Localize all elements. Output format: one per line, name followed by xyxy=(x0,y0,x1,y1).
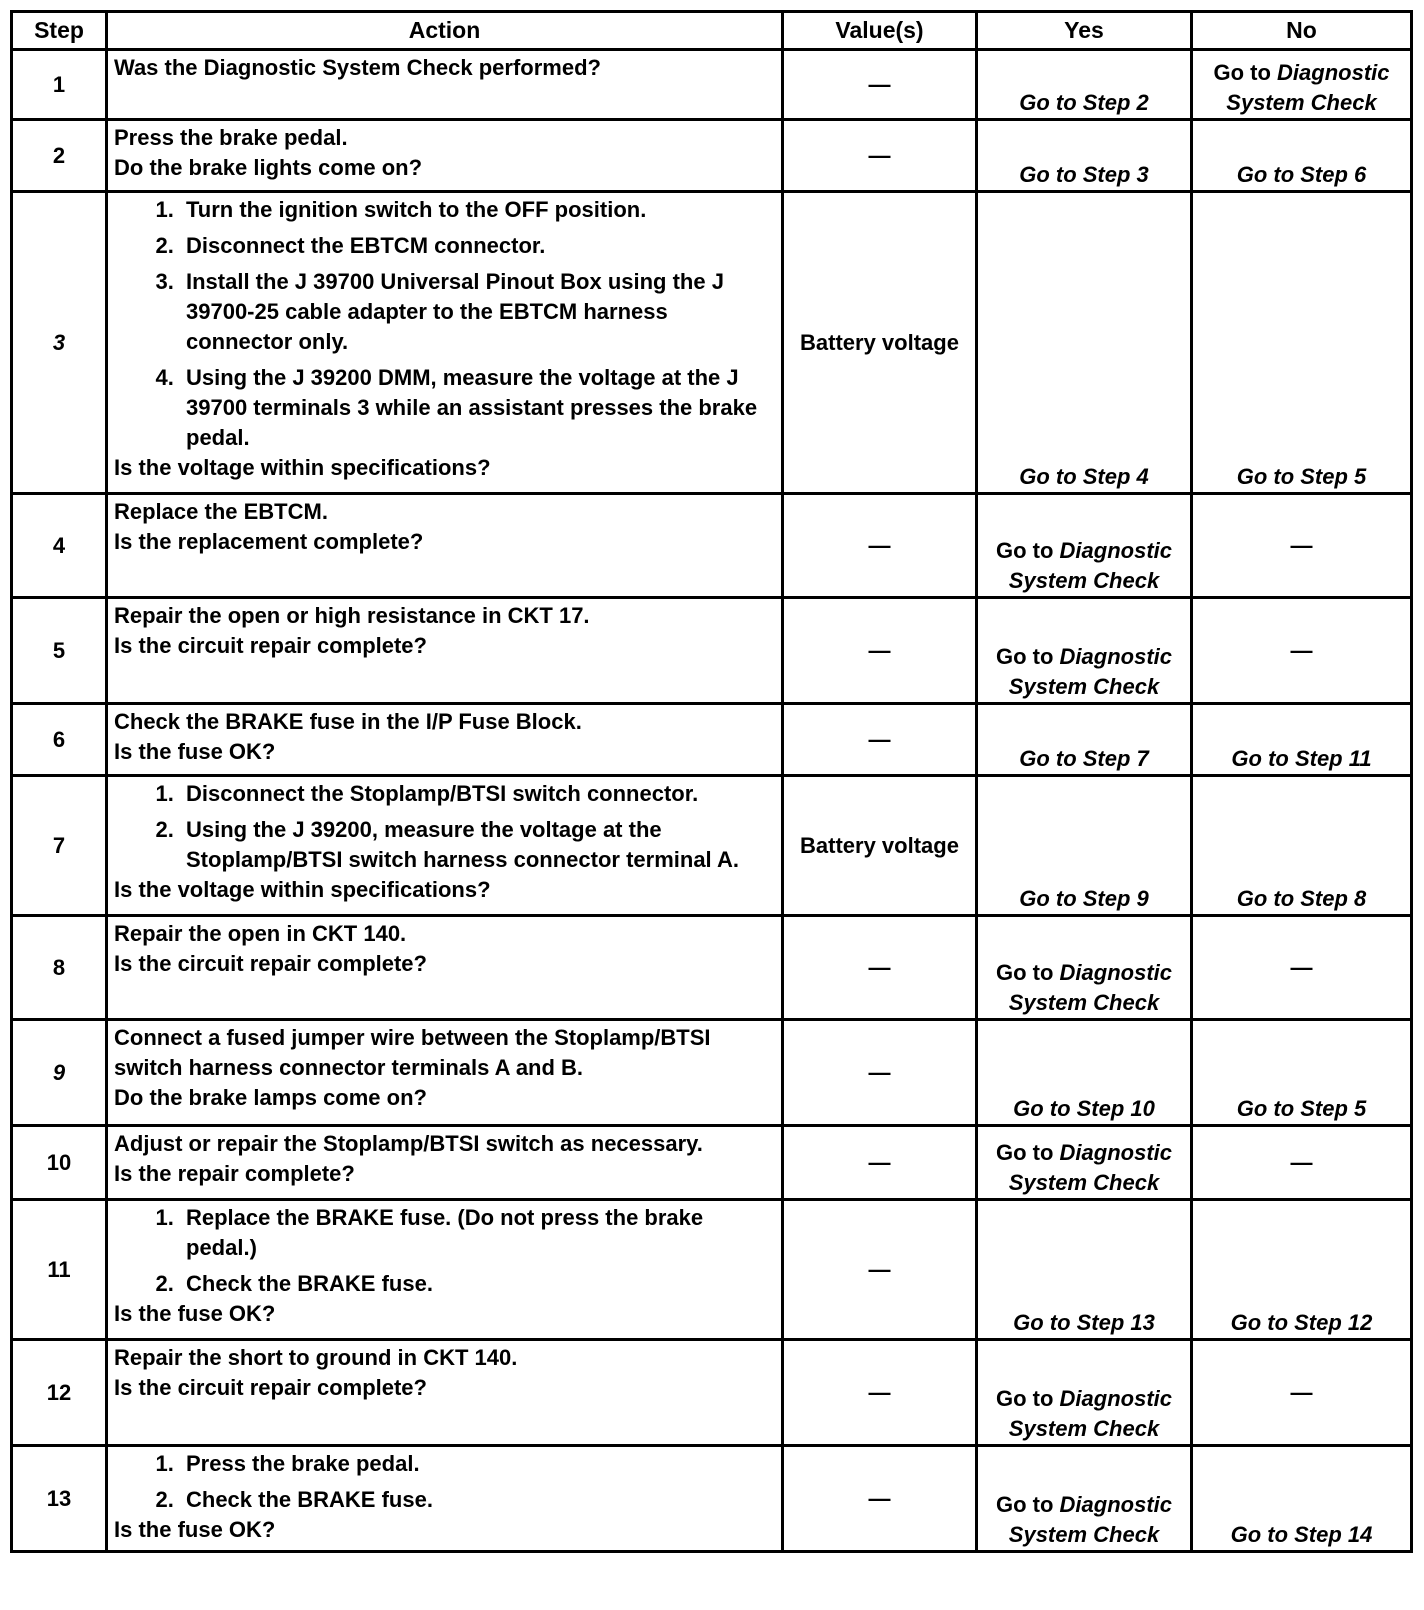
value-cell: — xyxy=(783,120,977,192)
yes-goto-link: Diagnostic System Check xyxy=(1008,1386,1173,1441)
header-values: Value(s) xyxy=(783,12,977,50)
action-intro: Adjust or repair the Stoplamp/BTSI switch as necessary. xyxy=(114,1131,703,1156)
no-cell xyxy=(1192,50,1412,120)
action-list-item: 3. Install the J 39700 Universal Pinout Box using the J 39700-25 cable adapter to the EBTCM harness connector only. xyxy=(180,267,773,357)
yes-goto-prefix: Go to xyxy=(995,644,1054,669)
yes-cell xyxy=(977,1126,1192,1200)
yes-goto-link: Diagnostic System Check xyxy=(1008,644,1173,699)
table-row xyxy=(12,1200,1412,1340)
action-list-item: 2. Using the J 39200, measure the voltage at the Stoplamp/BTSI switch harness connector terminal A. xyxy=(180,815,773,875)
action-question: Is the voltage within specifications? xyxy=(114,877,491,902)
action-list-item: 2. Check the BRAKE fuse. xyxy=(180,1485,773,1515)
step-number: 10 xyxy=(12,1126,107,1200)
table-row xyxy=(12,1020,1412,1126)
action-intro: Connect a fused jumper wire between the Stoplamp/BTSI switch harness connector terminals A and B. xyxy=(114,1025,711,1080)
action-question: Was the Diagnostic System Check performed? xyxy=(114,55,601,80)
value-cell: — xyxy=(783,598,977,704)
step-number: 9 xyxy=(12,1020,107,1126)
no-goto: Go to Step 8 xyxy=(1236,886,1367,911)
table-row xyxy=(12,120,1412,192)
table-row xyxy=(12,704,1412,776)
table-row xyxy=(12,1340,1412,1446)
action-cell xyxy=(107,120,783,192)
yes-cell xyxy=(977,598,1192,704)
header-yes: Yes xyxy=(977,12,1192,50)
yes-goto-link: Diagnostic System Check xyxy=(1008,1140,1173,1195)
yes-goto-prefix: Go to xyxy=(995,538,1054,563)
step-number: 2 xyxy=(12,120,107,192)
diagnostic-table-page xyxy=(10,10,1413,1553)
step-number: 6 xyxy=(12,704,107,776)
no-cell: — xyxy=(1192,1126,1412,1200)
yes-goto-link: Diagnostic System Check xyxy=(1008,1492,1173,1547)
value-cell: — xyxy=(783,1200,977,1340)
action-cell xyxy=(107,494,783,598)
step-number: 4 xyxy=(12,494,107,598)
yes-goto-link: Diagnostic System Check xyxy=(1008,960,1173,1015)
action-intro: Replace the EBTCM. xyxy=(114,499,328,524)
yes-goto: Go to Step 2 xyxy=(1019,90,1149,115)
no-cell xyxy=(1192,1200,1412,1340)
yes-goto-prefix: Go to xyxy=(995,1386,1054,1411)
no-goto-prefix: Go to xyxy=(1213,60,1271,85)
no-cell: — xyxy=(1192,494,1412,598)
yes-cell xyxy=(977,192,1192,494)
action-list-item: 1. Turn the ignition switch to the OFF position. xyxy=(180,195,773,225)
yes-cell xyxy=(977,1020,1192,1126)
action-cell xyxy=(107,598,783,704)
yes-cell xyxy=(977,916,1192,1020)
no-cell xyxy=(1192,1020,1412,1126)
action-question: Is the fuse OK? xyxy=(114,1301,276,1326)
yes-cell xyxy=(977,494,1192,598)
header-step: Step xyxy=(12,12,107,50)
action-list-item: 4. Using the J 39200 DMM, measure the voltage at the J 39700 terminals 3 while an assistant presses the brake pedal. xyxy=(180,363,773,453)
action-intro: Repair the short to ground in CKT 140. xyxy=(114,1345,518,1370)
value-cell: — xyxy=(783,1340,977,1446)
no-cell: — xyxy=(1192,1340,1412,1446)
action-question: Is the circuit repair complete? xyxy=(114,951,427,976)
no-goto: Go to Step 5 xyxy=(1236,464,1367,489)
no-cell: — xyxy=(1192,916,1412,1020)
action-list-item: 2. Check the BRAKE fuse. xyxy=(180,1269,773,1299)
no-goto: Go to Step 12 xyxy=(1230,1310,1373,1335)
yes-goto-prefix: Go to xyxy=(995,1492,1054,1517)
action-cell xyxy=(107,192,783,494)
action-cell xyxy=(107,1200,783,1340)
no-cell: — xyxy=(1192,598,1412,704)
header-row xyxy=(12,12,1412,50)
action-list xyxy=(114,1449,773,1515)
no-goto: Go to Step 5 xyxy=(1236,1096,1367,1121)
value-cell: Battery voltage xyxy=(783,776,977,916)
no-goto: Go to Step 6 xyxy=(1236,162,1367,187)
action-list-item: 1. Disconnect the Stoplamp/BTSI switch connector. xyxy=(180,779,773,809)
yes-cell xyxy=(977,50,1192,120)
yes-cell xyxy=(977,120,1192,192)
step-number: 3 xyxy=(12,192,107,494)
yes-cell xyxy=(977,1200,1192,1340)
action-question: Is the replacement complete? xyxy=(114,529,424,554)
value-cell: — xyxy=(783,1020,977,1126)
table-row xyxy=(12,192,1412,494)
step-number: 7 xyxy=(12,776,107,916)
action-intro: Repair the open in CKT 140. xyxy=(114,921,407,946)
no-cell xyxy=(1192,120,1412,192)
step-number: 11 xyxy=(12,1200,107,1340)
yes-goto-prefix: Go to xyxy=(995,1140,1054,1165)
value-cell: — xyxy=(783,494,977,598)
action-intro: Press the brake pedal. xyxy=(114,125,348,150)
yes-goto: Go to Step 7 xyxy=(1019,746,1149,771)
action-list-item: 2. Disconnect the EBTCM connector. xyxy=(180,231,773,261)
no-goto: Go to Step 11 xyxy=(1231,746,1372,771)
yes-cell xyxy=(977,1340,1192,1446)
action-intro: Repair the open or high resistance in CKT 17. xyxy=(114,603,590,628)
header-action: Action xyxy=(107,12,783,50)
action-list xyxy=(114,779,773,875)
step-number: 8 xyxy=(12,916,107,1020)
action-cell xyxy=(107,1020,783,1126)
no-cell xyxy=(1192,1446,1412,1552)
action-cell xyxy=(107,1126,783,1200)
action-cell xyxy=(107,916,783,1020)
table-row xyxy=(12,776,1412,916)
table-row xyxy=(12,494,1412,598)
yes-cell xyxy=(977,776,1192,916)
action-list-item: 1. Press the brake pedal. xyxy=(180,1449,773,1479)
yes-cell xyxy=(977,1446,1192,1552)
step-number: 12 xyxy=(12,1340,107,1446)
action-cell xyxy=(107,704,783,776)
yes-goto: Go to Step 3 xyxy=(1019,162,1149,187)
table-row xyxy=(12,50,1412,120)
yes-goto-link: Diagnostic System Check xyxy=(1008,538,1173,593)
value-cell: Battery voltage xyxy=(783,192,977,494)
no-cell xyxy=(1192,776,1412,916)
table-row xyxy=(12,598,1412,704)
action-question: Is the fuse OK? xyxy=(114,739,276,764)
yes-goto: Go to Step 10 xyxy=(1013,1096,1155,1121)
diagnostic-table xyxy=(10,10,1413,1553)
action-cell xyxy=(107,50,783,120)
action-cell xyxy=(107,1446,783,1552)
value-cell: — xyxy=(783,916,977,1020)
no-cell xyxy=(1192,704,1412,776)
action-question: Do the brake lights come on? xyxy=(114,155,423,180)
value-cell: — xyxy=(783,1446,977,1552)
action-cell xyxy=(107,776,783,916)
step-number: 13 xyxy=(12,1446,107,1552)
step-number: 5 xyxy=(12,598,107,704)
action-cell xyxy=(107,1340,783,1446)
action-question: Is the fuse OK? xyxy=(114,1517,276,1542)
value-cell: — xyxy=(783,1126,977,1200)
no-cell xyxy=(1192,192,1412,494)
yes-goto: Go to Step 13 xyxy=(1013,1310,1155,1335)
yes-goto: Go to Step 9 xyxy=(1019,886,1149,911)
header-no: No xyxy=(1192,12,1412,50)
action-question: Do the brake lamps come on? xyxy=(114,1085,427,1110)
action-list xyxy=(114,195,773,453)
action-intro: Check the BRAKE fuse in the I/P Fuse Block. xyxy=(114,709,582,734)
step-number: 1 xyxy=(12,50,107,120)
action-question: Is the repair complete? xyxy=(114,1161,355,1186)
table-row xyxy=(12,1126,1412,1200)
action-question: Is the circuit repair complete? xyxy=(114,1375,427,1400)
action-list xyxy=(114,1203,773,1299)
no-goto: Go to Step 14 xyxy=(1230,1522,1373,1547)
table-row xyxy=(12,1446,1412,1552)
no-goto-link: Diagnostic System Check xyxy=(1226,60,1390,115)
yes-goto-prefix: Go to xyxy=(995,960,1054,985)
yes-cell xyxy=(977,704,1192,776)
action-list-item: 1. Replace the BRAKE fuse. (Do not press the brake pedal.) xyxy=(180,1203,773,1263)
action-question: Is the circuit repair complete? xyxy=(114,633,427,658)
action-question: Is the voltage within specifications? xyxy=(114,455,491,480)
value-cell: — xyxy=(783,704,977,776)
value-cell: — xyxy=(783,50,977,120)
table-row xyxy=(12,916,1412,1020)
yes-goto: Go to Step 4 xyxy=(1019,464,1149,489)
